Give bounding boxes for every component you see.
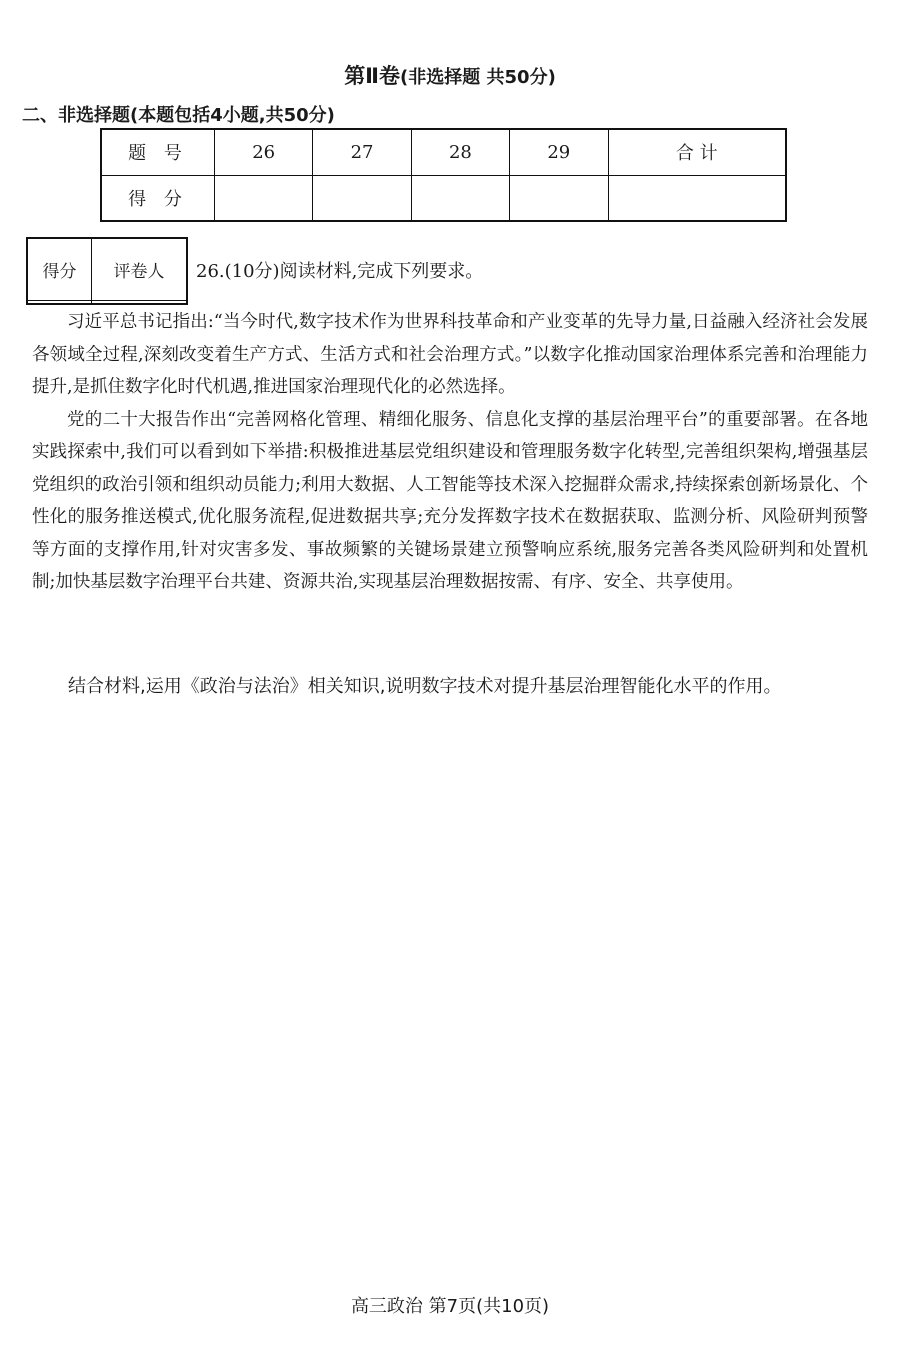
grader-name-cell[interactable]	[92, 300, 187, 304]
score-table-header-row	[101, 129, 786, 175]
score-cell-29[interactable]	[510, 175, 608, 221]
question-prompt: 26.(10分)阅读材料,完成下列要求。	[196, 261, 484, 282]
score-cell-26[interactable]	[215, 175, 313, 221]
score-cell-27[interactable]	[313, 175, 411, 221]
question-task: 结合材料,运用《政治与法治》相关知识,说明数字技术对提升基层治理智能化水平的作用。	[68, 676, 782, 697]
passage-paragraph-2: 党的二十大报告作出“完善网格化管理、精细化服务、信息化支撑的基层治理平台”的重要部署。在各地实践探索中,我们可以看到如下举措:积极推进基层党组织建设和管理服务数字化转型,完善组织架构,增强基层党组织的政治引领和组织动员能力;利用大数据、人工智能等技术深入挖掘群众需求,持续探索创新场景化、个性化的服务推送模式,优化服务流程,促进数据共享;充分发挥数字技术在数据获取、监测分析、风险研判预警等方面的支撑作用,针对灾害多发、事故频繁的关键场景建立预警响应系统,服务完善各类风险研判和处置机制;加快基层数字治理平台共建、资源共治,实现基层治理数据按需、有序、安全、共享使用。	[32, 409, 868, 592]
question-col-27: 27	[313, 129, 411, 175]
page-footer: 高三政治 第7页(共10页)	[350, 1296, 550, 1317]
section-heading: 二、非选择题(本题包括4小题,共50分)	[22, 105, 335, 126]
score-table-score-row	[101, 175, 786, 221]
question-col-total: 合 计	[608, 129, 786, 175]
score-cell-total[interactable]	[608, 175, 786, 221]
grader-box-entry-row	[27, 300, 187, 304]
grader-score-label: 得分	[27, 238, 92, 300]
question-col-28: 28	[411, 129, 509, 175]
volume-title: 第Ⅱ卷	[344, 64, 401, 88]
question-number-label: 题 号	[101, 129, 215, 175]
grader-name-label: 评卷人	[92, 238, 187, 300]
grader-score-cell[interactable]	[27, 300, 92, 304]
question-col-26: 26	[215, 129, 313, 175]
passage-paragraph-1: 习近平总书记指出:“当今时代,数字技术作为世界科技革命和产业变革的先导力量,日益融入经济社会发展各领域全过程,深刻改变着生产方式、生活方式和社会治理方式。”以数字化推动国家治理体系完善和治理能力提升,是抓住数字化时代机遇,推进国家治理现代化的必然选择。	[32, 312, 868, 397]
question-col-29: 29	[510, 129, 608, 175]
page-title	[0, 60, 900, 90]
score-table	[100, 128, 787, 222]
score-label: 得 分	[101, 175, 215, 221]
score-cell-28[interactable]	[411, 175, 509, 221]
grader-box	[26, 237, 188, 305]
volume-subtitle: (非选择题 共50分)	[400, 67, 556, 88]
reading-passage	[32, 306, 868, 599]
grader-box-header-row	[27, 238, 187, 300]
